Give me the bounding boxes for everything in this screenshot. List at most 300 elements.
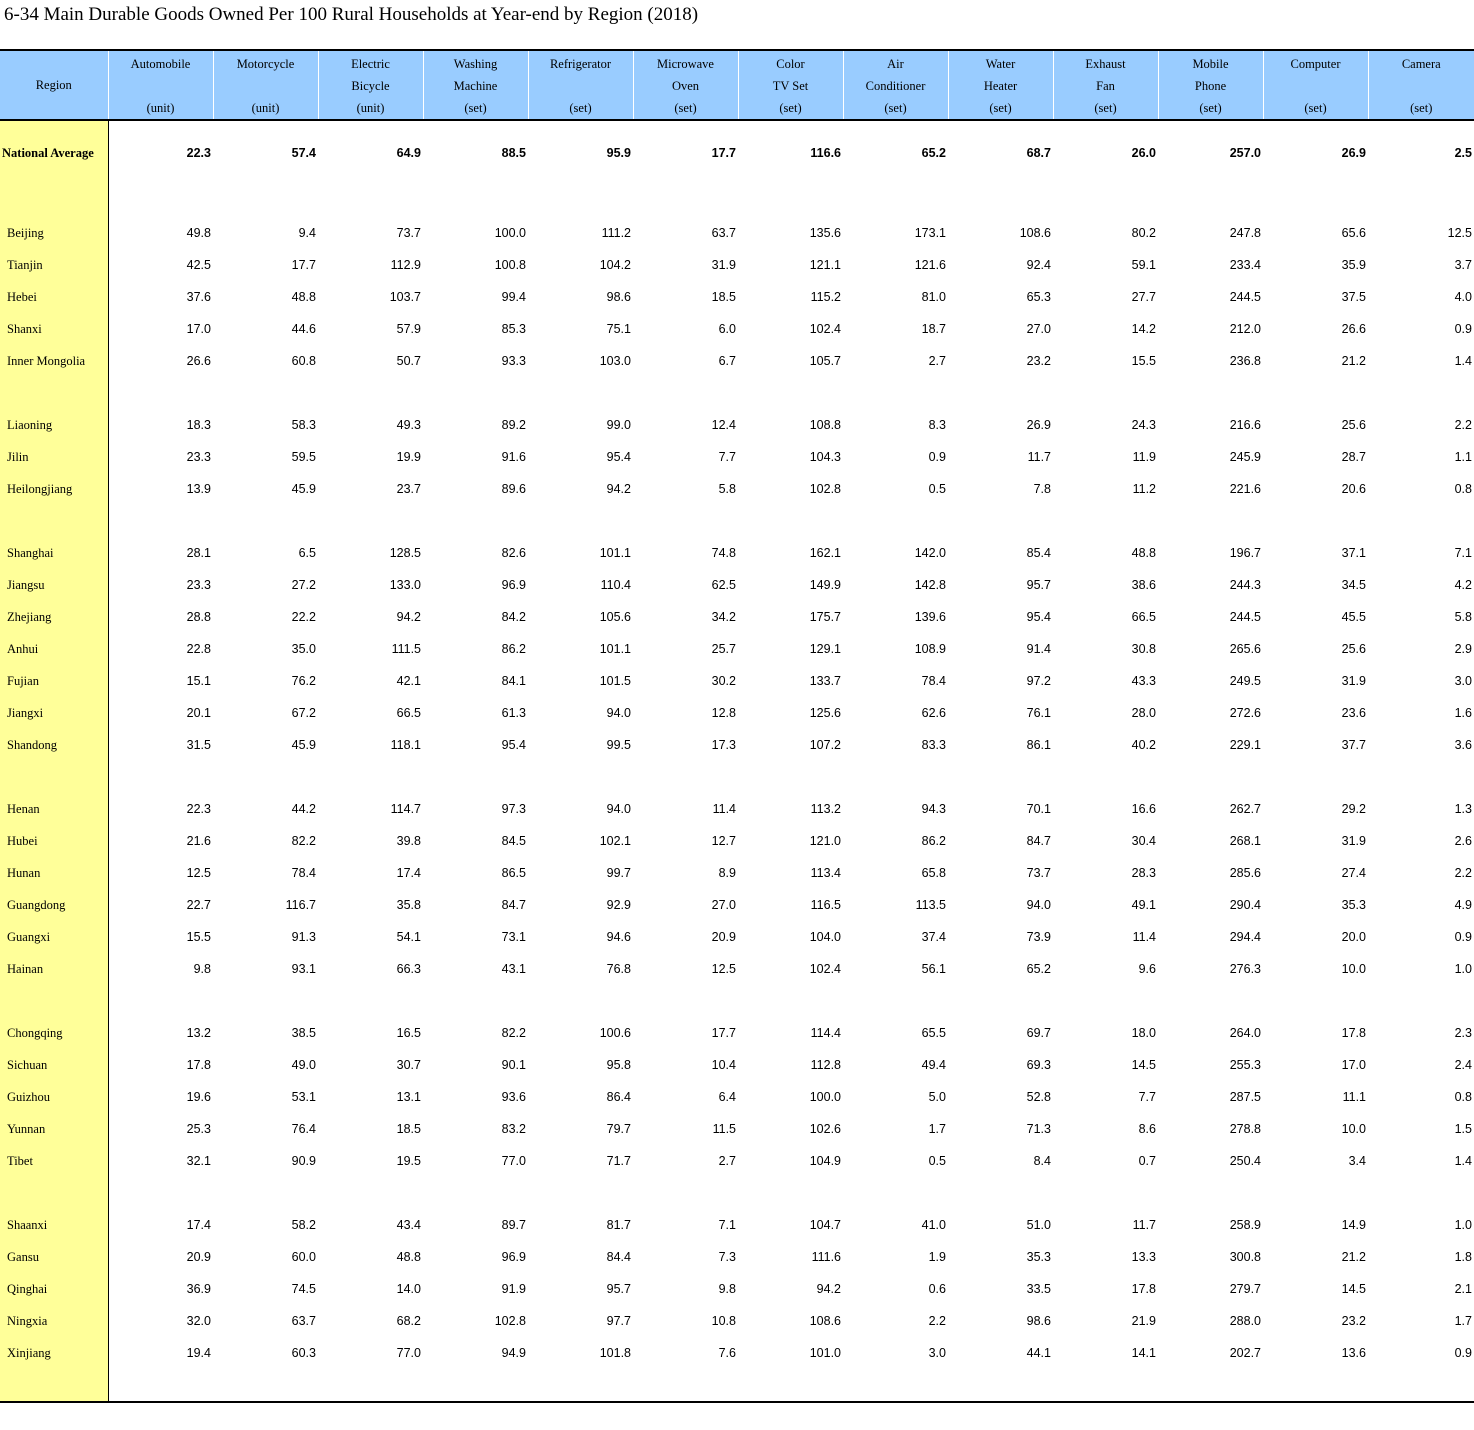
value-cell: 3.7 xyxy=(1454,258,1472,272)
empty-cell xyxy=(528,377,633,409)
table-row xyxy=(0,1273,1474,1305)
table-row xyxy=(0,665,1474,697)
column-header xyxy=(528,50,633,120)
value-cell: 42.1 xyxy=(396,674,421,688)
value-cell: 11.9 xyxy=(1132,450,1156,464)
column-header-line: Fan xyxy=(1096,79,1115,93)
value-cell: 51.0 xyxy=(1026,1218,1051,1232)
table-row xyxy=(0,345,1474,377)
value-cell: 88.5 xyxy=(501,146,526,160)
value-cell: 25.6 xyxy=(1341,418,1366,432)
value-cell: 41.0 xyxy=(921,1218,946,1232)
value-cell: 17.8 xyxy=(186,1058,211,1072)
value-cell: 276.3 xyxy=(1229,962,1261,976)
value-cell: 31.9 xyxy=(1341,674,1366,688)
region-cell: Hebei xyxy=(0,281,108,313)
region-cell: Jiangxi xyxy=(0,697,108,729)
region-cell-empty xyxy=(0,505,108,537)
value-cell: 35.8 xyxy=(396,898,421,912)
value-cell: 20.6 xyxy=(1341,482,1366,496)
table-header xyxy=(0,50,1474,120)
value-cell: 13.2 xyxy=(186,1026,211,1040)
column-header xyxy=(108,50,213,120)
value-cell: 285.6 xyxy=(1229,866,1261,880)
value-cell: 39.8 xyxy=(396,834,421,848)
value-cell: 118.1 xyxy=(390,738,421,752)
value-cell: 104.7 xyxy=(809,1218,841,1232)
value-cell: 115.2 xyxy=(810,290,841,304)
empty-cell xyxy=(738,1369,843,1402)
empty-cell xyxy=(318,377,423,409)
column-header-line: Microwave xyxy=(657,57,714,71)
value-cell: 9.6 xyxy=(1138,962,1156,976)
empty-cell xyxy=(1368,377,1474,409)
spacer-row xyxy=(0,185,1474,217)
table-row xyxy=(0,825,1474,857)
empty-cell xyxy=(1053,377,1158,409)
value-cell: 60.0 xyxy=(291,1250,316,1264)
value-cell: 7.7 xyxy=(718,450,736,464)
value-cell: 19.6 xyxy=(186,1090,211,1104)
value-cell: 17.0 xyxy=(1341,1058,1366,1072)
value-cell: 94.2 xyxy=(816,1282,841,1296)
column-header-line: Automobile xyxy=(130,57,191,71)
value-cell: 5.8 xyxy=(718,482,736,496)
value-cell: 116.5 xyxy=(810,898,841,912)
value-cell: 85.4 xyxy=(1026,546,1051,560)
empty-cell xyxy=(213,377,318,409)
value-cell: 12.5 xyxy=(186,866,211,880)
column-header xyxy=(843,50,948,120)
value-cell: 45.5 xyxy=(1341,610,1366,624)
region-cell: Fujian xyxy=(0,665,108,697)
empty-cell xyxy=(1263,185,1368,217)
empty-cell xyxy=(213,1369,318,1402)
column-unit: (set) xyxy=(779,101,802,115)
empty-cell xyxy=(213,761,318,793)
value-cell: 19.4 xyxy=(186,1346,211,1360)
value-cell: 1.3 xyxy=(1454,802,1472,816)
value-cell: 229.1 xyxy=(1229,738,1261,752)
column-header-label xyxy=(424,53,528,97)
column-header-line: Washing xyxy=(453,57,498,71)
value-cell: 75.1 xyxy=(606,322,631,336)
column-unit: (set) xyxy=(569,101,592,115)
value-cell: 98.6 xyxy=(606,290,631,304)
empty-cell xyxy=(843,185,948,217)
value-cell: 63.7 xyxy=(291,1314,316,1328)
value-cell: 0.9 xyxy=(1454,322,1472,336)
value-cell: 108.8 xyxy=(809,418,841,432)
region-cell: Ningxia xyxy=(0,1305,108,1337)
value-cell: 30.7 xyxy=(396,1058,421,1072)
region-cell-empty xyxy=(0,761,108,793)
value-cell: 13.1 xyxy=(396,1090,421,1104)
empty-cell xyxy=(633,761,738,793)
value-cell: 84.7 xyxy=(1026,834,1051,848)
region-cell: Sichuan xyxy=(0,1049,108,1081)
column-unit: (set) xyxy=(1410,101,1433,115)
value-cell: 4.2 xyxy=(1454,578,1472,592)
empty-cell xyxy=(1368,505,1474,537)
value-cell: 85.3 xyxy=(501,322,526,336)
empty-cell xyxy=(108,505,213,537)
region-cell: Tibet xyxy=(0,1145,108,1177)
value-cell: 1.4 xyxy=(1454,1154,1472,1168)
value-cell: 236.8 xyxy=(1229,354,1261,368)
region-cell: Heilongjiang xyxy=(0,473,108,505)
value-cell: 60.3 xyxy=(291,1346,316,1360)
empty-cell xyxy=(108,1177,213,1209)
value-cell: 8.4 xyxy=(1033,1154,1051,1168)
value-cell: 102.4 xyxy=(809,322,841,336)
value-cell: 43.1 xyxy=(501,962,526,976)
value-cell: 18.7 xyxy=(921,322,946,336)
value-cell: 290.4 xyxy=(1229,898,1261,912)
empty-cell xyxy=(423,761,528,793)
empty-cell xyxy=(1053,185,1158,217)
value-cell: 111.5 xyxy=(391,642,421,656)
value-cell: 16.5 xyxy=(396,1026,421,1040)
value-cell: 249.5 xyxy=(1229,674,1261,688)
column-header-line: Mobile xyxy=(1192,57,1229,71)
value-cell: 196.7 xyxy=(1229,546,1261,560)
region-cell: Shanxi xyxy=(0,313,108,345)
value-cell: 1.4 xyxy=(1454,354,1472,368)
value-cell: 2.1 xyxy=(1454,1282,1472,1296)
value-cell: 11.7 xyxy=(1132,1218,1156,1232)
empty-cell xyxy=(738,985,843,1017)
value-cell: 2.2 xyxy=(1454,418,1472,432)
value-cell: 97.7 xyxy=(606,1314,631,1328)
value-cell: 65.5 xyxy=(921,1026,946,1040)
column-header xyxy=(318,50,423,120)
value-cell: 110.4 xyxy=(600,578,631,592)
value-cell: 91.9 xyxy=(501,1282,526,1296)
region-cell: Zhejiang xyxy=(0,601,108,633)
column-unit: (set) xyxy=(1094,101,1117,115)
value-cell: 73.7 xyxy=(1026,866,1051,880)
value-cell: 15.1 xyxy=(186,674,211,688)
value-cell: 15.5 xyxy=(1131,354,1156,368)
value-cell: 71.3 xyxy=(1026,1122,1051,1136)
empty-cell xyxy=(738,185,843,217)
empty-cell xyxy=(1263,377,1368,409)
table-row xyxy=(0,1145,1474,1177)
value-cell: 6.0 xyxy=(718,322,736,336)
value-cell: 12.8 xyxy=(711,706,736,720)
empty-cell xyxy=(1158,377,1263,409)
value-cell: 7.1 xyxy=(718,1218,736,1232)
value-cell: 244.3 xyxy=(1229,578,1261,592)
value-cell: 97.2 xyxy=(1026,674,1051,688)
column-header-label xyxy=(1369,53,1474,97)
value-cell: 31.5 xyxy=(186,738,211,752)
value-cell: 95.8 xyxy=(606,1058,631,1072)
column-header-line: Conditioner xyxy=(865,79,926,93)
value-cell: 12.5 xyxy=(1447,226,1472,240)
value-cell: 133.7 xyxy=(809,674,841,688)
value-cell: 30.2 xyxy=(711,674,736,688)
value-cell: 95.4 xyxy=(501,738,526,752)
value-cell: 23.2 xyxy=(1026,354,1051,368)
value-cell: 17.7 xyxy=(711,146,736,160)
value-cell: 28.1 xyxy=(186,546,211,560)
empty-cell xyxy=(948,761,1053,793)
value-cell: 70.1 xyxy=(1026,802,1051,816)
value-cell: 2.7 xyxy=(718,1154,736,1168)
region-cell-empty xyxy=(0,185,108,217)
value-cell: 94.2 xyxy=(396,610,421,624)
value-cell: 25.6 xyxy=(1341,642,1366,656)
value-cell: 21.2 xyxy=(1341,1250,1366,1264)
value-cell: 9.8 xyxy=(718,1282,736,1296)
value-cell: 108.6 xyxy=(1019,226,1051,240)
empty-cell xyxy=(1368,185,1474,217)
column-header xyxy=(1263,50,1368,120)
value-cell: 49.4 xyxy=(921,1058,946,1072)
value-cell: 76.2 xyxy=(291,674,316,688)
value-cell: 104.2 xyxy=(599,258,631,272)
value-cell: 142.0 xyxy=(914,546,946,560)
value-cell: 84.7 xyxy=(501,898,526,912)
value-cell: 11.4 xyxy=(1132,930,1156,944)
value-cell: 300.8 xyxy=(1229,1250,1261,1264)
value-cell: 94.6 xyxy=(606,930,631,944)
value-cell: 20.9 xyxy=(186,1250,211,1264)
value-cell: 294.4 xyxy=(1229,930,1261,944)
empty-cell xyxy=(633,1177,738,1209)
column-header-label xyxy=(1054,53,1158,97)
region-cell: Chongqing xyxy=(0,1017,108,1049)
value-cell: 94.3 xyxy=(921,802,946,816)
value-cell: 32.1 xyxy=(186,1154,211,1168)
value-cell: 17.7 xyxy=(291,258,316,272)
table-row xyxy=(0,217,1474,249)
value-cell: 13.6 xyxy=(1341,1346,1366,1360)
value-cell: 121.1 xyxy=(809,258,841,272)
value-cell: 22.3 xyxy=(186,146,211,160)
value-cell: 31.9 xyxy=(711,258,736,272)
empty-cell xyxy=(528,985,633,1017)
column-header xyxy=(1053,50,1158,120)
empty-cell xyxy=(213,1177,318,1209)
value-cell: 40.2 xyxy=(1131,738,1156,752)
column-header xyxy=(633,50,738,120)
column-header-line: Bicycle xyxy=(351,79,390,93)
value-cell: 60.8 xyxy=(291,354,316,368)
empty-cell xyxy=(738,1177,843,1209)
value-cell: 5.0 xyxy=(928,1090,946,1104)
empty-cell xyxy=(738,761,843,793)
value-cell: 52.8 xyxy=(1026,1090,1051,1104)
value-cell: 66.3 xyxy=(396,962,421,976)
value-cell: 2.6 xyxy=(1454,834,1472,848)
value-cell: 25.3 xyxy=(186,1122,211,1136)
value-cell: 0.9 xyxy=(1454,930,1472,944)
value-cell: 57.9 xyxy=(396,322,421,336)
value-cell: 31.9 xyxy=(1341,834,1366,848)
value-cell: 202.7 xyxy=(1229,1346,1261,1360)
value-cell: 1.1 xyxy=(1454,450,1472,464)
value-cell: 65.2 xyxy=(921,146,946,160)
table-body xyxy=(0,120,1474,1402)
empty-cell xyxy=(948,505,1053,537)
column-header-label xyxy=(319,53,423,97)
empty-cell xyxy=(1053,1369,1158,1402)
value-cell: 21.6 xyxy=(186,834,211,848)
empty-cell xyxy=(633,985,738,1017)
value-cell: 121.6 xyxy=(914,258,946,272)
empty-cell xyxy=(1053,505,1158,537)
value-cell: 0.5 xyxy=(928,1154,946,1168)
value-cell: 84.5 xyxy=(501,834,526,848)
column-unit: (unit) xyxy=(146,101,175,115)
value-cell: 82.6 xyxy=(501,546,526,560)
value-cell: 116.7 xyxy=(285,898,316,912)
value-cell: 7.6 xyxy=(718,1346,736,1360)
value-cell: 13.9 xyxy=(186,482,211,496)
value-cell: 125.6 xyxy=(809,706,841,720)
table-row xyxy=(0,441,1474,473)
value-cell: 9.8 xyxy=(193,962,211,976)
value-cell: 23.2 xyxy=(1341,1314,1366,1328)
column-unit: (set) xyxy=(989,101,1012,115)
value-cell: 48.8 xyxy=(1131,546,1156,560)
region-cell: Shanghai xyxy=(0,537,108,569)
table-row xyxy=(0,1049,1474,1081)
value-cell: 8.6 xyxy=(1138,1122,1156,1136)
empty-cell xyxy=(318,1177,423,1209)
table-row xyxy=(0,120,1474,185)
value-cell: 37.6 xyxy=(186,290,211,304)
column-unit: (unit) xyxy=(251,101,280,115)
value-cell: 45.9 xyxy=(291,482,316,496)
value-cell: 89.7 xyxy=(501,1218,526,1232)
column-header-line: Phone xyxy=(1194,79,1227,93)
value-cell: 76.1 xyxy=(1026,706,1051,720)
value-cell: 102.4 xyxy=(809,962,841,976)
value-cell: 28.3 xyxy=(1131,866,1156,880)
value-cell: 49.1 xyxy=(1131,898,1156,912)
empty-cell xyxy=(318,185,423,217)
value-cell: 4.0 xyxy=(1454,290,1472,304)
value-cell: 84.4 xyxy=(606,1250,631,1264)
region-cell: Xinjiang xyxy=(0,1337,108,1369)
value-cell: 21.2 xyxy=(1341,354,1366,368)
value-cell: 250.4 xyxy=(1229,1154,1261,1168)
value-cell: 94.0 xyxy=(606,706,631,720)
value-cell: 74.5 xyxy=(291,1282,316,1296)
empty-cell xyxy=(108,377,213,409)
value-cell: 35.3 xyxy=(1026,1250,1051,1264)
empty-cell xyxy=(423,185,528,217)
value-cell: 173.1 xyxy=(914,226,946,240)
value-cell: 288.0 xyxy=(1229,1314,1261,1328)
value-cell: 103.0 xyxy=(599,354,631,368)
region-cell: Tianjin xyxy=(0,249,108,281)
value-cell: 244.5 xyxy=(1229,610,1261,624)
empty-cell xyxy=(423,1369,528,1402)
value-cell: 90.1 xyxy=(501,1058,526,1072)
value-cell: 149.9 xyxy=(809,578,841,592)
empty-cell xyxy=(318,985,423,1017)
value-cell: 20.9 xyxy=(711,930,736,944)
value-cell: 12.4 xyxy=(711,418,736,432)
column-header-line: Machine xyxy=(453,79,498,93)
value-cell: 20.1 xyxy=(186,706,211,720)
value-cell: 73.9 xyxy=(1026,930,1051,944)
value-cell: 116.6 xyxy=(810,146,841,160)
region-cell: Shandong xyxy=(0,729,108,761)
table-row xyxy=(0,857,1474,889)
value-cell: 6.5 xyxy=(298,546,316,560)
value-cell: 26.9 xyxy=(1026,418,1051,432)
empty-cell xyxy=(108,985,213,1017)
value-cell: 9.4 xyxy=(298,226,316,240)
value-cell: 65.2 xyxy=(1026,962,1051,976)
value-cell: 99.5 xyxy=(606,738,631,752)
column-header-line: Oven xyxy=(671,79,700,93)
empty-cell xyxy=(738,505,843,537)
value-cell: 257.0 xyxy=(1229,146,1261,160)
column-header-line: Air xyxy=(887,57,904,71)
value-cell: 27.2 xyxy=(291,578,316,592)
empty-cell xyxy=(213,985,318,1017)
value-cell: 4.9 xyxy=(1454,898,1472,912)
column-header xyxy=(738,50,843,120)
value-cell: 19.9 xyxy=(396,450,421,464)
region-cell: Shaanxi xyxy=(0,1209,108,1241)
value-cell: 86.5 xyxy=(501,866,526,880)
value-cell: 104.3 xyxy=(809,450,841,464)
column-header xyxy=(213,50,318,120)
value-cell: 23.7 xyxy=(396,482,421,496)
region-cell-empty xyxy=(0,1177,108,1209)
value-cell: 35.0 xyxy=(291,642,316,656)
value-cell: 78.4 xyxy=(921,674,946,688)
value-cell: 44.2 xyxy=(291,802,316,816)
value-cell: 53.1 xyxy=(291,1090,316,1104)
empty-cell xyxy=(1053,985,1158,1017)
value-cell: 93.3 xyxy=(501,354,526,368)
value-cell: 17.7 xyxy=(711,1026,736,1040)
table-row xyxy=(0,409,1474,441)
value-cell: 42.5 xyxy=(186,258,211,272)
table-row xyxy=(0,1337,1474,1369)
value-cell: 18.0 xyxy=(1131,1026,1156,1040)
value-cell: 18.3 xyxy=(186,418,211,432)
value-cell: 49.8 xyxy=(186,226,211,240)
value-cell: 14.2 xyxy=(1131,322,1156,336)
value-cell: 89.2 xyxy=(501,418,526,432)
region-cell: Guangxi xyxy=(0,921,108,953)
table-row xyxy=(0,473,1474,505)
value-cell: 3.4 xyxy=(1348,1154,1366,1168)
value-cell: 68.7 xyxy=(1026,146,1051,160)
value-cell: 17.4 xyxy=(186,1218,211,1232)
value-cell: 11.7 xyxy=(1027,450,1051,464)
empty-cell xyxy=(528,761,633,793)
value-cell: 0.9 xyxy=(1454,1346,1472,1360)
value-cell: 65.3 xyxy=(1026,290,1051,304)
empty-cell xyxy=(1263,761,1368,793)
table-row xyxy=(0,889,1474,921)
value-cell: 91.6 xyxy=(501,450,526,464)
value-cell: 79.7 xyxy=(606,1122,631,1136)
table-row xyxy=(0,697,1474,729)
value-cell: 0.7 xyxy=(1138,1154,1156,1168)
